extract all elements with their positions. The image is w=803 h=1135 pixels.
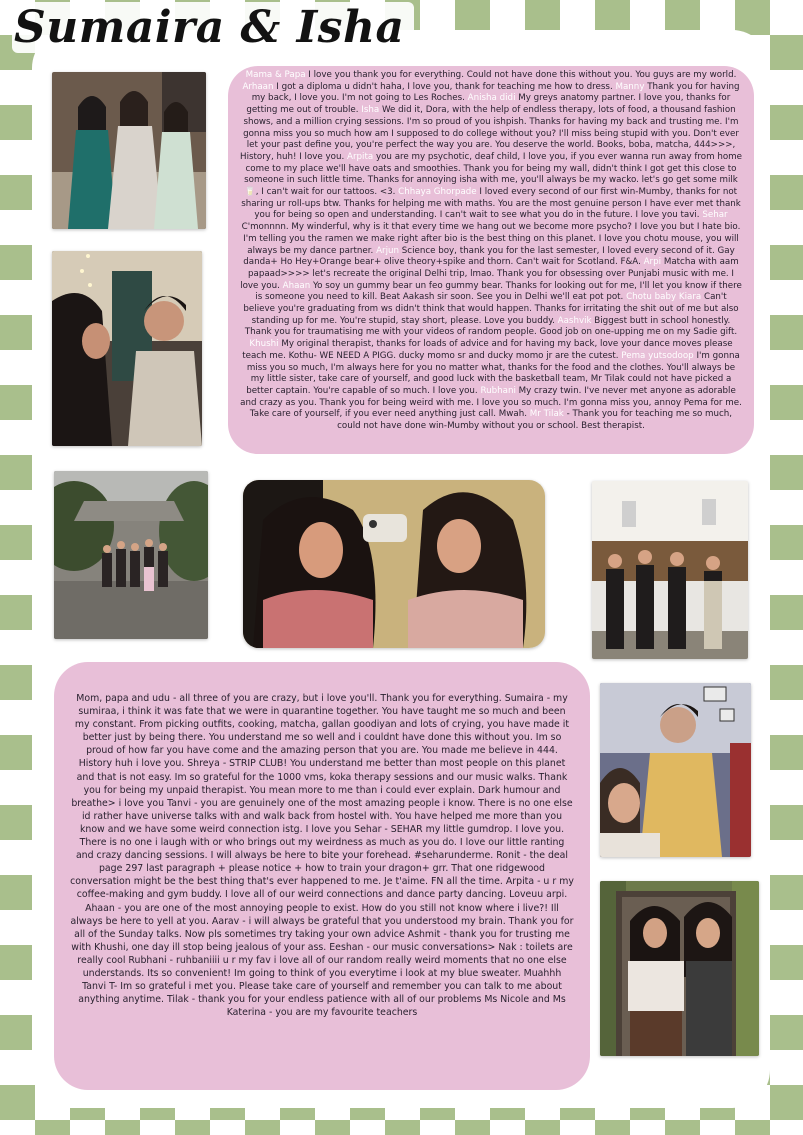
- recipient-name: Mama & Papa: [245, 70, 306, 80]
- photo-three-girls: [52, 72, 206, 229]
- message-text: I'm gonna miss you so much, I'm always here for you no matter what, thanks for the food and the clothes. You'll always be my little sister, take care of yourself, and good luck with the basketball team, Mr Tilak could not have picked a better captain. You're capable of so much. I love you.: [246, 350, 740, 396]
- message-text: We did it, Dora, with the help of endless therapy, lots of food, a thousand fashion shows, and a million crying sessions. I'm so proud of you ishpish. Thanks for having my back and trusting me. I'm gonna miss you so much how am I supposed to do college without you? I'll miss being stupid with you. Don't ever let your past define you, you're perfect the way you are. You deserve the world. Books, boba, matcha, 444>>>, History, huh! I love you.: [240, 105, 739, 162]
- message-text: I loved every second of our first win-Mumby, thanks for not sharing ur roll-ups btw. Thanks for helping me with maths. You are the most genuine person I have ever met thank you for being so open and understanding. I can't wait to see what you do in the future. I love you tavi.: [241, 187, 741, 221]
- recipient-name: Sehar: [702, 210, 728, 221]
- recipient-name: Manny: [615, 81, 645, 92]
- message-text: Matcha with aam papaad>>>> let's recreate the original Delhi trip, lmao. Thank you for obsessing over Punjabi music with me. I love you.: [240, 257, 739, 291]
- recipient-name: Rubhani: [480, 385, 516, 396]
- page-title: Sumaira & Isha: [12, 2, 414, 53]
- photo-two-friends: [600, 683, 751, 857]
- recipient-name: Arhaan: [242, 81, 274, 92]
- message-text: you are my psychotic, deaf child, I love you, if you ever wanna run away from home come to my place we'll have oats and smoothies. Thank you for being my wall, didn't think I got get this close to someone in such little time. Thanks for annoying isha with me, you'll always be my wacko. let's go get some milk 🥛, I can't wait for our tattoos. <3.: [244, 151, 742, 198]
- recipient-name: Ahaan: [282, 280, 311, 291]
- recipient-name: Isha: [361, 105, 380, 116]
- recipient-name: Arpi: [643, 257, 662, 268]
- photo-girl-and-boy: [52, 251, 202, 446]
- recipient-name: Mr Tilak: [529, 409, 564, 420]
- photo-elevator-selfie: [600, 881, 759, 1056]
- message-text: Biggest butt in school honestly. Thank you for traumatising me with your videos of random people. Good job on one-upping me on my Sadie gift.: [244, 315, 738, 338]
- recipient-name: Arpita: [347, 151, 374, 162]
- recipient-name: Aashvik: [557, 315, 592, 326]
- message-note-top: [228, 66, 754, 454]
- message-text: My crazy twin. I've never met anyone as adorable and crazy as you. Thank you for being weird with me. I love you so much. I'm gonna miss you, annoy Pema for me. Take care of yourself, if you ever need anything just call. Mwah.: [240, 385, 742, 420]
- message-text: Yo soy un gummy bear un feo gummy bear. Thanks for looking out for me, I'll let you know if there is someone you need to kill. Beat Aakash sir soon. See you in Delhi we'll eat pot pot.: [255, 280, 742, 303]
- message-text: My greys anatomy partner. I love you, thanks for getting me out of trouble.: [246, 93, 731, 116]
- recipient-name: Arjun: [376, 245, 400, 256]
- message-text: - Thank you for teaching me so much, could not have done win-Mumby without you or school. Best therapist.: [337, 409, 733, 432]
- recipient-name: Anisha didi: [467, 93, 516, 104]
- photo-group-outdoor: [54, 471, 208, 639]
- message-text: My original therapist, thanks for loads of advice and for having my back, love your dance moves please teach me. Kothu- WE NEED A PIGG. ducky momo sr and ducky momo jr are the cutest.: [242, 339, 733, 361]
- message-text: I got a diploma u didn't haha, I love you, thank for teaching me how to dress.: [273, 81, 616, 92]
- message-note-bottom: Mom, papa and udu - all three of you are crazy, but i love you'll. Thank you for everything. Sumaira - my sumiraa, i think it was fate that we were in quarantine together. You have taught me so much and been my constant. From picking outfits, cooking, matcha, gallan goodiyan and lots of crying, you have made it better just by being there. You understand me so well and i couldnt have done this without you. Im so proud of how far you have come and the amazing person that you are. You made me believe in 444. History huh i love you. Shreya - STRIP CLUB! You understand me better than most people on this planet and that is not easy. Im so grateful for the 1000 vms, koka therapy sessions and our music walks. Thank you for being my unpaid therapist. You mean more to me than i could ever explain. Dark humour and breathe> i love you Tanvi - you are genuinely one of the most amazing people i know. There is no one else id rather have universe talks with and walk back from hostel with. You have helped me more than you know and we have some weird connection istg. I love you Sehar - SEHAR my little gumdrop. I love you. There is no one i laugh with or who brings out my weirdness as much as you do. I love our little ranting and crazy dancing sessions. I will always be here to bite your forehead. #seharunderme. Ronit - the deal page 297 last paragraph + please notice + how to train your dragon+ grr. That one ridgewood conversation might be the best thing that's ever happened to me. Je t'aime. FN all the time. Arpita - u r my coffee-making and gym buddy. I love all of our weird connections and dance party dancing. Loveuu arpi. Ahaan - you are one of the most annoying people to exist. How do you still not know where i live?! Ill always be here to yell at you. Aarav - i will always be grateful that you understood my brain. Thank you for all of the Sunday talks. Now pls sometimes try taking your own advice Ashmit - thank you for trusting me with Khushi, one day ill stop being jealous of your ass. Eeshan - our music conversations> Nak : toilets are really cool Rubhani - ruhbaniiii u r my fav i love all of our random really weird moments that no one else understands. Its so convenient! Im going to think of you everytime i look at my blue sweater. Muahhh Tanvi T- Im so grateful i met you. Please take care of yourself and remember you can talk to me about anything anytime. Tilak - thank you for your endless patience with all of our problems Ms Nicole and Ms Katerina - you are my favourite teachers: [54, 662, 590, 1090]
- recipient-name: Khushi: [249, 339, 279, 350]
- recipient-name: Pema yutsodoop: [621, 350, 694, 361]
- message-text: I love you thank you for everything. Could not have done this without you. You guys are my world.: [305, 70, 737, 80]
- recipient-name: Chhaya Ghorpade: [398, 187, 477, 198]
- message-text: Thank you for having my back, I love you. I'm not going to Les Roches.: [251, 81, 740, 104]
- message-text: C'monnnn. My winderful, why is it that every time we hang out we become more psycho? I love you but I hate bio. I'm telling you the ramen we make right after bio is the best thing on this planet. I love you chotu mouse, you will always be my dance partner.: [241, 222, 741, 256]
- recipient-name: Chotu baby Kiara: [626, 292, 702, 303]
- message-text: Science boy, thank you for the last semester, I loved every second of it. Gay danda+ Ho Hey+Orange bear+ olive theory+spike and thorn. Can't wait for Scotland. F&A.: [243, 245, 735, 268]
- photo-mirror-selfie: [243, 480, 545, 648]
- message-text: Can't believe you're graduating from ws didn't think that would happen. Thanks for irritating the shit out of me but also standing up for me. You're stupid, stay short, please. Love you buddy.: [243, 292, 739, 326]
- photo-group-lab: [592, 481, 748, 659]
